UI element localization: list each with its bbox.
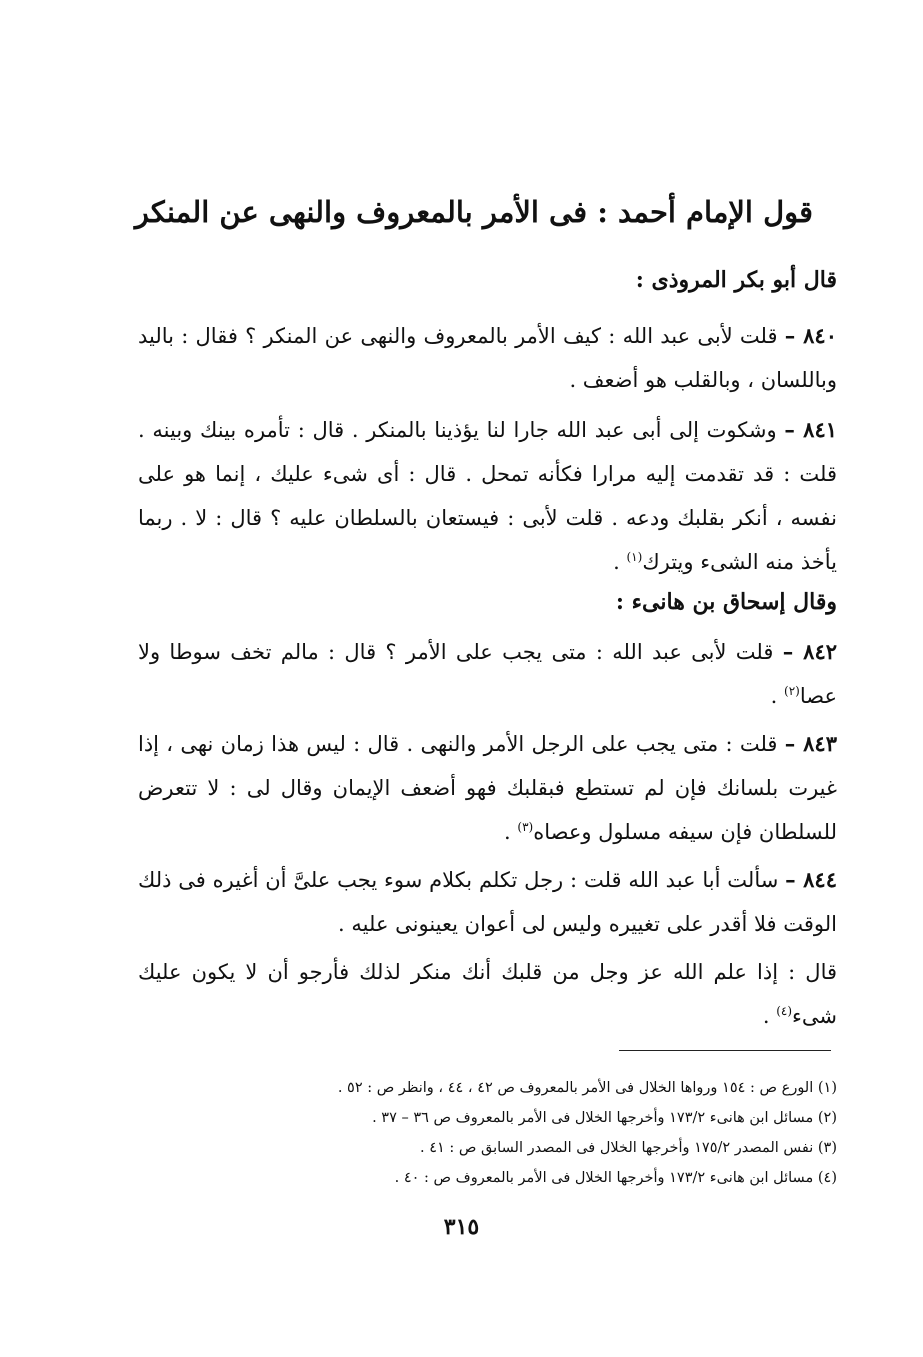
- page-title: قول الإمام أحمد : فى الأمر بالمعروف والنهى عن المنكر: [134, 195, 813, 229]
- paragraph-number: ٨٤٤ –: [785, 867, 837, 892]
- footnotes: [150, 1073, 837, 1193]
- footnote-3: (٣) نفس المصدر ١٧٥/٢ وأخرجها الخلال فى المصدر السابق ص : ٤١ .: [420, 1140, 837, 1156]
- footnote-2: (٢) مسائل ابن هانىء ١٧٣/٢ وأخرجها الخلال فى الأمر بالمعروف ص ٣٦ – ٣٧ .: [372, 1110, 837, 1126]
- section-heading-ishaq: وقال إسحاق بن هانىء :: [615, 589, 837, 615]
- footnote-reference: (٢): [784, 684, 800, 698]
- footnote-1: (١) الورع ص : ١٥٤ ورواها الخلال فى الأمر بالمعروف ص ٤٢ ، ٤٤ ، وانظر ص : ٥٢ .: [337, 1080, 837, 1096]
- paragraph-841: [138, 408, 837, 584]
- page-number: ٣١٥: [443, 1214, 480, 1240]
- paragraph-end: .: [504, 820, 518, 844]
- paragraph-840: [138, 314, 837, 402]
- paragraph-text: قلت لأبى عبد الله : متى يجب على الأمر ؟ قال : مالم تخف سوطا ولا عصا: [138, 640, 837, 708]
- paragraph-end: .: [762, 1004, 777, 1028]
- paragraph-number: ٨٤٣ –: [784, 731, 837, 756]
- paragraph-number: ٨٤٢ –: [782, 639, 838, 664]
- footnote-reference: (٣): [517, 820, 534, 834]
- paragraph-text: قال : إذا علم الله عز وجل من قلبك أنك منكر لذلك فأرجو أن لا يكون عليك شىء: [138, 960, 837, 1028]
- paragraph-text: قلت : متى يجب على الرجل الأمر والنهى . قال : ليس هذا زمان نهى ، إذا غيرت بلسانك فإن لم تستطع فبقلبك فهو أضعف الإيمان وقال لى : لا تتعرض للسلطان فإن سيفه مسلول وعصاه: [138, 732, 837, 844]
- footnote-reference: (١): [626, 550, 643, 564]
- paragraph-text: وشكوت إلى أبى عبد الله جارا لنا يؤذينا بالمنكر . قال : تأمره بينك وبينه . قلت : قد تقدمت إليه مرارا فكأنه تمحل . قال : أى شىء عليك ، إنما هو على نفسه ، أنكر بقلبك ودعه . قلت لأبى : فيستعان بالسلطان عليه ؟ قال : لا . ربما يأخذ منه الشىء ويترك: [138, 418, 837, 574]
- paragraph-text: قلت لأبى عبد الله : كيف الأمر بالمعروف والنهى عن المنكر ؟ فقال : باليد وباللسان ، وبالقلب هو أضعف .: [138, 324, 837, 392]
- paragraph-number: ٨٤١ –: [784, 417, 838, 442]
- footnote-reference: (٤): [776, 1004, 793, 1018]
- paragraph-number: ٨٤٠ –: [784, 323, 837, 348]
- footnote-divider: [619, 1050, 831, 1051]
- footnote-4: (٤) مسائل ابن هانىء ١٧٣/٢ وأخرجها الخلال فى الأمر بالمعروف ص : ٤٠ .: [394, 1170, 837, 1186]
- paragraph-842: [138, 630, 837, 718]
- paragraph-844-answer: [138, 950, 837, 1038]
- paragraph-end: .: [770, 684, 785, 708]
- paragraph-844: [138, 858, 837, 946]
- section-heading-marwazi: قال أبو بكر المروذى :: [635, 267, 837, 293]
- paragraph-843: [138, 722, 837, 854]
- paragraph-text: سألت أبا عبد الله قلت : رجل تكلم بكلام سوء يجب علىَّ أن أغيره فى ذلك الوقت فلا أقدر على تغييره وليس لى أعوان يعينونى عليه .: [138, 868, 837, 936]
- paragraph-end: .: [613, 550, 627, 574]
